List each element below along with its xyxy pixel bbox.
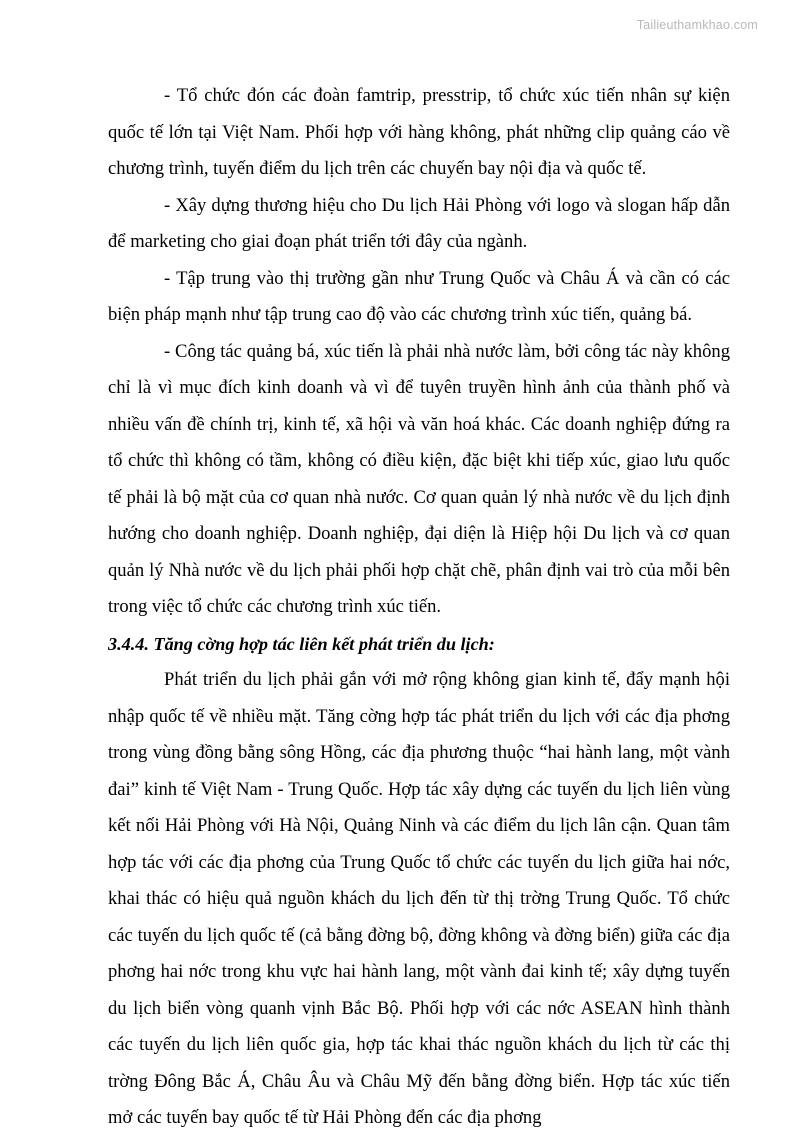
paragraph-5: Phát triển du lịch phải gắn với mở rộng không gian kinh tế, đẩy mạnh hội nhập quốc tế về nhiều mặt. Tăng cờng hợp tác phát triển du lịch với các địa phơng trong vùng đồng bằng sông Hồng, các địa phương thuộc “hai hành lang, một vành đai” kinh tế Việt Nam - Trung Quốc. Hợp tác xây dựng các tuyến du lịch liên vùng kết nối Hải Phòng với Hà Nội, Quảng Ninh và các điểm du lịch lân cận. Quan tâm hợp tác với các địa phơng của Trung Quốc tổ chức các tuyến du lịch giữa hai nớc, khai thác có hiệu quả nguồn khách du lịch đến từ thị trờng Trung Quốc. Tổ chức các tuyến du lịch quốc tế (cả bằng đờng bộ, đờng không và đờng biển) giữa các địa phơng hai nớc trong khu vực hai hành lang, một vành đai kinh tế; xây dựng tuyến du lịch biển vòng quanh vịnh Bắc Bộ. Phối hợp với các nớc ASEAN hình thành các tuyến du lịch liên quốc gia, hợp tác khai thác nguồn khách du lịch từ các thị trờng Đông Bắc Á, Châu Âu và Châu Mỹ đến bằng đờng biển. Hợp tác xúc tiến mở các tuyến bay quốc tế từ Hải Phòng đến các địa phơng — [108, 669, 730, 1128]
document-body — [108, 78, 730, 1137]
section-heading-3-4-4: 3.4.4. Tăng cờng hợp tác liên kết phát triển du lịch: — [108, 633, 495, 654]
paragraph-4: - Công tác quảng bá, xúc tiến là phải nhà nước làm, bởi công tác này không chỉ là vì mục đích kinh doanh và vì để tuyên truyền hình ảnh của thành phố và nhiều vấn đề chính trị, kinh tế, xã hội và văn hoá khác. Các doanh nghiệp đứng ra tổ chức thì không có tầm, không có điều kiện, đặc biệt khi tiếp xúc, giao lưu quốc tế phải là bộ mặt của cơ quan nhà nước. Cơ quan quản lý nhà nước về du lịch định hướng cho doanh nghiệp. Doanh nghiệp, đại diện là Hiệp hội Du lịch và cơ quan quản lý Nhà nước về du lịch phải phối hợp chặt chẽ, phân định vai trò của mỗi bên trong việc tổ chức các chương trình xúc tiến. — [108, 340, 730, 617]
paragraph-1: - Tổ chức đón các đoàn famtrip, presstrip, tổ chức xúc tiến nhân sự kiện quốc tế lớn tại Việt Nam. Phối hợp với hàng không, phát những clip quảng cáo về chương trình, tuyến điểm du lịch trên các chuyến bay nội địa và quốc tế. — [108, 85, 730, 179]
paragraph-2: - Xây dựng thương hiệu cho Du lịch Hải Phòng với logo và slogan hấp dẫn để marketing cho giai đoạn phát triển tới đây của ngành. — [108, 194, 730, 252]
paragraph-3: - Tập trung vào thị trường gần như Trung Quốc và Châu Á và cần có các biện pháp mạnh như tập trung cao độ vào các chương trình xúc tiến, quảng bá. — [108, 267, 730, 325]
watermark-label: Tailieuthamkhao.com — [636, 18, 758, 32]
